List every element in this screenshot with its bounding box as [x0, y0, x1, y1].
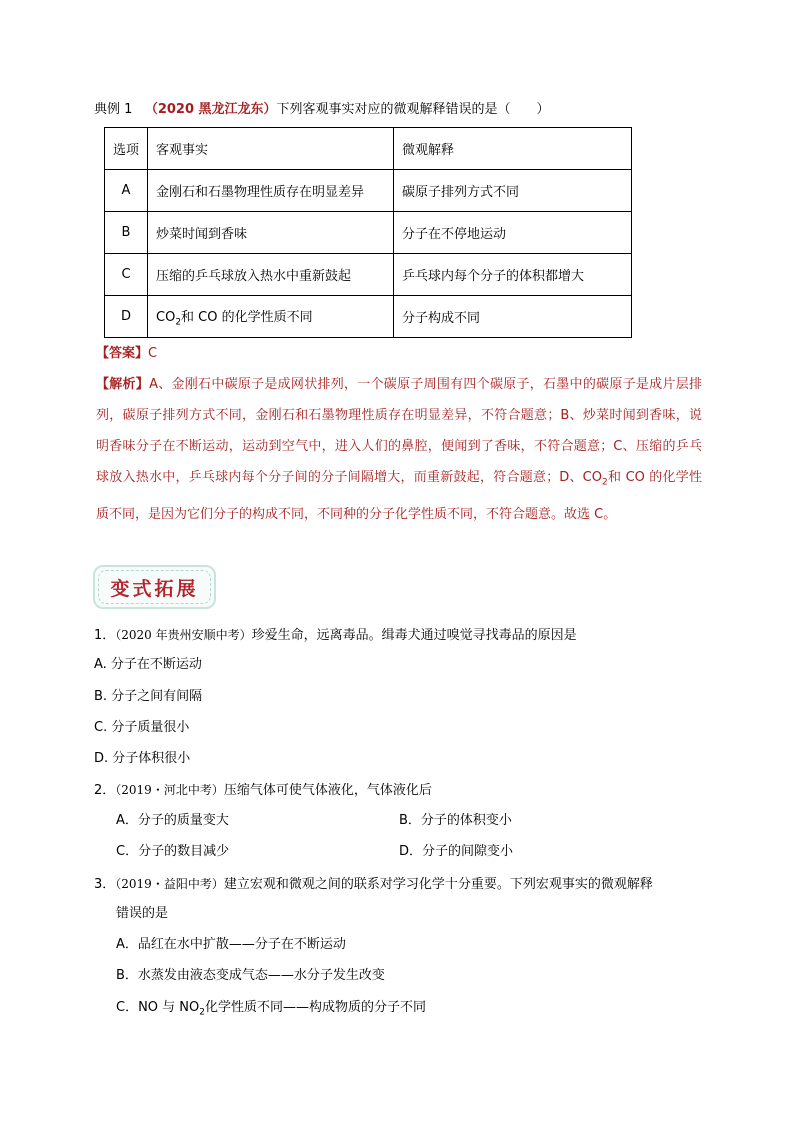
table-cell-fact: 炒菜时闻到香味 — [148, 212, 394, 254]
question-source: （2019・益阳中考） — [115, 877, 224, 891]
option-b: B．水蒸发由液态变成气态——水分子发生改变 — [116, 968, 385, 983]
option-b: B. 分子之间有间隔 — [94, 689, 203, 704]
option-b: B．分子的体积变小 — [399, 813, 512, 828]
question-1 — [94, 625, 577, 646]
table-cell-option: D — [105, 296, 148, 338]
formula-subscript: 2 — [602, 477, 608, 488]
formula-subscript: 2 — [199, 1007, 205, 1018]
table-cell-fact: 压缩的乒乓球放入热水中重新鼓起 — [148, 254, 394, 296]
question-text: 建立宏观和微观之间的联系对学习化学十分重要。下列宏观事实的微观解释 — [223, 877, 653, 892]
analysis-text: 和 CO 的化学性质不同，是因为它们分子的构成不同，不同种的分子化学性质不同，不符合题意。故选 C。 — [96, 470, 702, 522]
question-number: 1． — [94, 628, 116, 643]
table-cell-fact — [148, 296, 394, 338]
section-banner — [93, 565, 216, 609]
table-cell-option: B — [105, 212, 148, 254]
table-cell-explain: 分子在不停地运动 — [394, 212, 632, 254]
table-cell-explain: 乒乓球内每个分子的体积都增大 — [394, 254, 632, 296]
formula-subscript: 2 — [175, 317, 182, 328]
question-number: 3． — [94, 877, 116, 892]
option-c: C．分子的数目减少 — [116, 844, 230, 859]
question-table — [104, 127, 632, 338]
question-text: 压缩气体可使气体液化，气体液化后 — [223, 783, 432, 798]
answer-value: C — [148, 346, 158, 361]
question-2 — [94, 780, 432, 801]
section-title: 变式拓展 — [110, 578, 199, 600]
table-cell-option: A — [105, 170, 148, 212]
question-source: （2020 年贵州安顺中考） — [115, 628, 252, 642]
option-a: A. 分子在不断运动 — [94, 657, 202, 672]
table-header-row — [105, 128, 632, 170]
table-cell-option: C — [105, 254, 148, 296]
option-text: C．NO 与 NO — [116, 1000, 200, 1015]
option-a: A．分子的质量变大 — [116, 813, 229, 828]
question-3 — [94, 874, 653, 895]
answer-line — [96, 344, 157, 364]
option-c — [116, 998, 426, 1023]
example-prefix: 典例 1 — [94, 102, 133, 117]
table-row — [105, 170, 632, 212]
analysis-paragraph — [96, 369, 702, 530]
option-c: C. 分子质量很小 — [94, 720, 190, 735]
example-source: （2020 黑龙江龙东） — [144, 102, 277, 117]
analysis-text: A、金刚石中碳原子是成网状排列，一个碳原子周围有四个碳原子，石墨中的碳原子是成片层排列，碳原子排列方式不同，金刚石和石墨物理性质存在明显差异，不符合题意；B、炒菜时闻到香味，说明香味分子在不断运动，运动到空气中，进入人们的鼻腔，便闻到了香味，不符合题意；C、压缩的乒乓球放入热水中，乒乓球内每个分子间的分子间隔增大，而重新鼓起，符合题意；D、CO — [96, 377, 702, 485]
option-a: A．品红在水中扩散——分子在不断运动 — [116, 937, 346, 952]
analysis-label: 【解析】 — [96, 377, 150, 392]
option-d: D. 分子体积很小 — [94, 751, 191, 766]
question-text: 珍爱生命，远离毒品。缉毒犬通过嗅觉寻找毒品的原因是 — [251, 628, 577, 643]
table-header: 客观事实 — [148, 128, 394, 170]
table-row — [105, 296, 632, 338]
table-cell-explain: 碳原子排列方式不同 — [394, 170, 632, 212]
example-heading — [94, 100, 550, 120]
table-header: 微观解释 — [394, 128, 632, 170]
example-question: 下列客观事实对应的微观解释错误的是（ ） — [276, 102, 550, 117]
table-row — [105, 212, 632, 254]
answer-label: 【答案】 — [96, 346, 149, 361]
table-cell-fact: 金刚石和石墨物理性质存在明显差异 — [148, 170, 394, 212]
question-source: （2019・河北中考） — [115, 783, 224, 797]
question-text-continued: 错误的是 — [116, 906, 169, 921]
option-d: D．分子的间隙变小 — [399, 844, 514, 859]
question-number: 2． — [94, 783, 116, 798]
fact-text: 和 CO 的化学性质不同 — [181, 309, 313, 325]
formula-co2: CO — [156, 309, 176, 325]
option-text: 化学性质不同——构成物质的分子不同 — [205, 1000, 427, 1015]
table-row — [105, 254, 632, 296]
table-header: 选项 — [105, 128, 148, 170]
table-cell-explain: 分子构成不同 — [394, 296, 632, 338]
